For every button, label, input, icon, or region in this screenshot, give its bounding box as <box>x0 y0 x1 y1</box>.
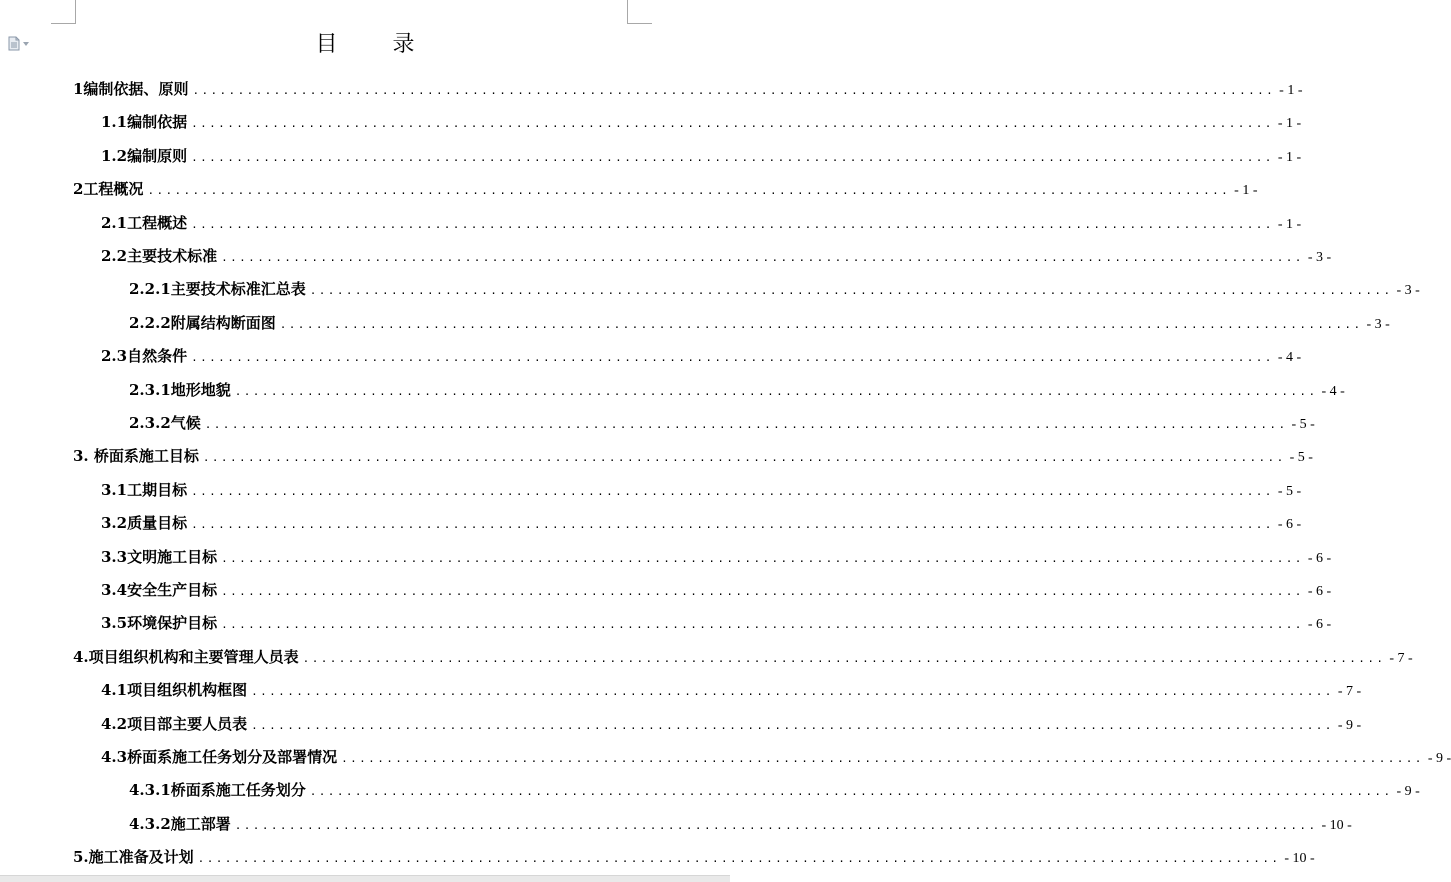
toc-page-number: - 4 - <box>1277 350 1302 366</box>
toc-entry[interactable] <box>73 647 1413 667</box>
toc-entry-label: 1.1编制依据 <box>101 113 188 132</box>
toc-entry[interactable] <box>101 213 1302 233</box>
toc-dot-leader: ........................................................................................................................ <box>309 785 1393 799</box>
toc-page-number: - 10 - <box>1284 851 1315 867</box>
toc-dot-leader: ........................................................................................................................ <box>221 251 1304 264</box>
toc-page-number: - 1 - <box>1234 183 1258 199</box>
toc-entry-label: 3.4安全生产目标 <box>101 581 218 599</box>
toc-entry[interactable] <box>73 446 1313 466</box>
toc-entry-label: 3.5环境保护目标 <box>101 614 218 633</box>
toc-dot-leader: ........................................................................................................................ <box>191 518 1274 532</box>
toc-entry[interactable] <box>73 79 1303 99</box>
toc-page-number: - 6 - <box>1307 617 1332 633</box>
toc-entry[interactable] <box>73 179 1258 199</box>
toc-page-number: - 10 - <box>1321 817 1352 833</box>
toc-dot-leader: ........................................................................................................................ <box>234 818 1318 832</box>
toc-dot-leader: ........................................................................................................................ <box>251 685 1334 699</box>
toc-dot-leader: ........................................................................................................................ <box>302 651 1386 665</box>
toc-page-number: - 5 - <box>1277 483 1302 499</box>
toc-entry[interactable] <box>101 246 1332 266</box>
toc-entry[interactable] <box>101 714 1362 734</box>
crop-mark <box>51 23 76 24</box>
toc-entry-label: 2工程概况 <box>73 180 144 199</box>
toc-entry[interactable] <box>129 780 1420 800</box>
toc-page-number: - 5 - <box>1291 417 1315 432</box>
toc-entry-label: 2.3.1地形地貌 <box>129 380 231 399</box>
toc-page-number: - 3 - <box>1307 250 1332 265</box>
toc-page-number: - 6 - <box>1307 550 1332 566</box>
toc-entry[interactable] <box>129 313 1390 333</box>
toc-entry-label: 3.2质量目标 <box>101 514 188 533</box>
toc-dot-leader: ........................................................................................................................ <box>234 384 1318 398</box>
toc-dot-leader: ........................................................................................................................ <box>147 184 1231 198</box>
toc-entry-label: 3.1工期目标 <box>101 480 188 499</box>
toc-dot-leader: ........................................................................................................................ <box>251 718 1334 732</box>
toc-dot-leader: ........................................................................................................................ <box>341 752 1424 765</box>
toc-page-number: - 3 - <box>1396 283 1420 299</box>
toc-entry[interactable] <box>129 279 1420 299</box>
toc-entry[interactable] <box>101 613 1332 633</box>
toc-entry[interactable] <box>101 513 1302 533</box>
toc-page-number: - 6 - <box>1277 517 1302 533</box>
crop-mark <box>627 0 628 24</box>
toc-entry[interactable] <box>129 380 1345 400</box>
toc-entry[interactable] <box>101 580 1332 600</box>
toc-entry-label: 4.3.2施工部署 <box>129 814 231 833</box>
toc-entry-label: 5.施工准备及计划 <box>73 848 194 867</box>
toc-page-number: - 9 - <box>1337 717 1362 733</box>
toc-page-number: - 7 - <box>1337 684 1362 700</box>
toc-dot-leader: ........................................................................................................................ <box>221 618 1304 632</box>
toc-page-number: - 1 - <box>1279 83 1303 98</box>
page-title: 目 录 <box>315 32 439 57</box>
toc-entry-label: 4.项目组织机构和主要管理人员表 <box>73 647 299 666</box>
toc-dot-leader: ........................................................................................................................ <box>191 351 1274 365</box>
toc-page-number: - 5 - <box>1289 450 1313 466</box>
toc-dot-leader: ........................................................................................................................ <box>191 484 1274 498</box>
toc-entry-label: 2.2.1主要技术标准汇总表 <box>129 280 306 299</box>
toc-entry-label: 2.2.2附属结构断面图 <box>129 313 276 332</box>
toc-page-number: - 1 - <box>1277 116 1302 132</box>
toc-entry[interactable] <box>101 346 1302 366</box>
toc-entry-label: 4.3桥面系施工任务划分及部署情况 <box>101 748 338 766</box>
toc-entry-label: 3.3文明施工目标 <box>101 547 218 566</box>
toc-entry[interactable] <box>101 480 1302 500</box>
toc-entry-label: 1编制依据、原则 <box>73 80 189 98</box>
toc-dot-leader: ........................................................................................................................ <box>279 317 1363 331</box>
toc-entry-label: 1.2编制原则 <box>101 146 188 165</box>
toc-entry-label: 2.3.2气候 <box>129 414 201 432</box>
toc-entry[interactable] <box>73 847 1315 867</box>
toc-page-number: - 6 - <box>1307 584 1332 599</box>
toc-page-number: - 9 - <box>1427 751 1451 766</box>
toc-entry[interactable] <box>101 112 1302 132</box>
toc-entry[interactable] <box>129 413 1315 433</box>
toc-entry-label: 2.3自然条件 <box>101 347 188 366</box>
toc-page-number: - 7 - <box>1389 650 1413 666</box>
toc-entry-label: 2.1工程概述 <box>101 213 188 232</box>
toc-entry[interactable] <box>101 146 1302 166</box>
toc-entry[interactable] <box>101 547 1332 567</box>
toc-entry[interactable] <box>129 814 1352 834</box>
toc-dot-leader: ........................................................................................................................ <box>221 585 1304 598</box>
page-bottom-edge <box>0 875 730 882</box>
crop-mark <box>627 23 652 24</box>
toc-entry-label: 4.2项目部主要人员表 <box>101 714 248 733</box>
toc-dot-leader: ........................................................................................................................ <box>191 117 1274 131</box>
toc-entry[interactable] <box>101 747 1451 767</box>
toc-dot-leader: ........................................................................................................................ <box>309 284 1393 298</box>
toc-dot-leader: ........................................................................................................................ <box>197 852 1281 866</box>
toc-dot-leader: ........................................................................................................................ <box>191 150 1274 164</box>
toc-dot-leader: ........................................................................................................................ <box>202 451 1286 465</box>
toc-dot-leader: ........................................................................................................................ <box>192 84 1276 97</box>
toc-page-number: - 3 - <box>1366 316 1390 332</box>
toc-dot-leader: ........................................................................................................................ <box>204 418 1288 431</box>
toc-page-number: - 1 - <box>1277 216 1302 232</box>
toc-entry-label: 3. 桥面系施工目标 <box>73 447 199 466</box>
toc-entry[interactable] <box>101 680 1362 700</box>
toc-page-number: - 1 - <box>1277 149 1302 165</box>
toc-dot-leader: ........................................................................................................................ <box>221 551 1304 565</box>
toc-page-number: - 9 - <box>1396 784 1420 800</box>
toc-entry-label: 4.3.1桥面系施工任务划分 <box>129 781 306 800</box>
crop-mark <box>75 0 76 24</box>
toc-entry-label: 2.2主要技术标准 <box>101 247 218 265</box>
toc-page-number: - 4 - <box>1321 383 1345 399</box>
toc-dot-leader: ........................................................................................................................ <box>191 217 1274 231</box>
toc-entry-label: 4.1项目组织机构框图 <box>101 681 248 700</box>
